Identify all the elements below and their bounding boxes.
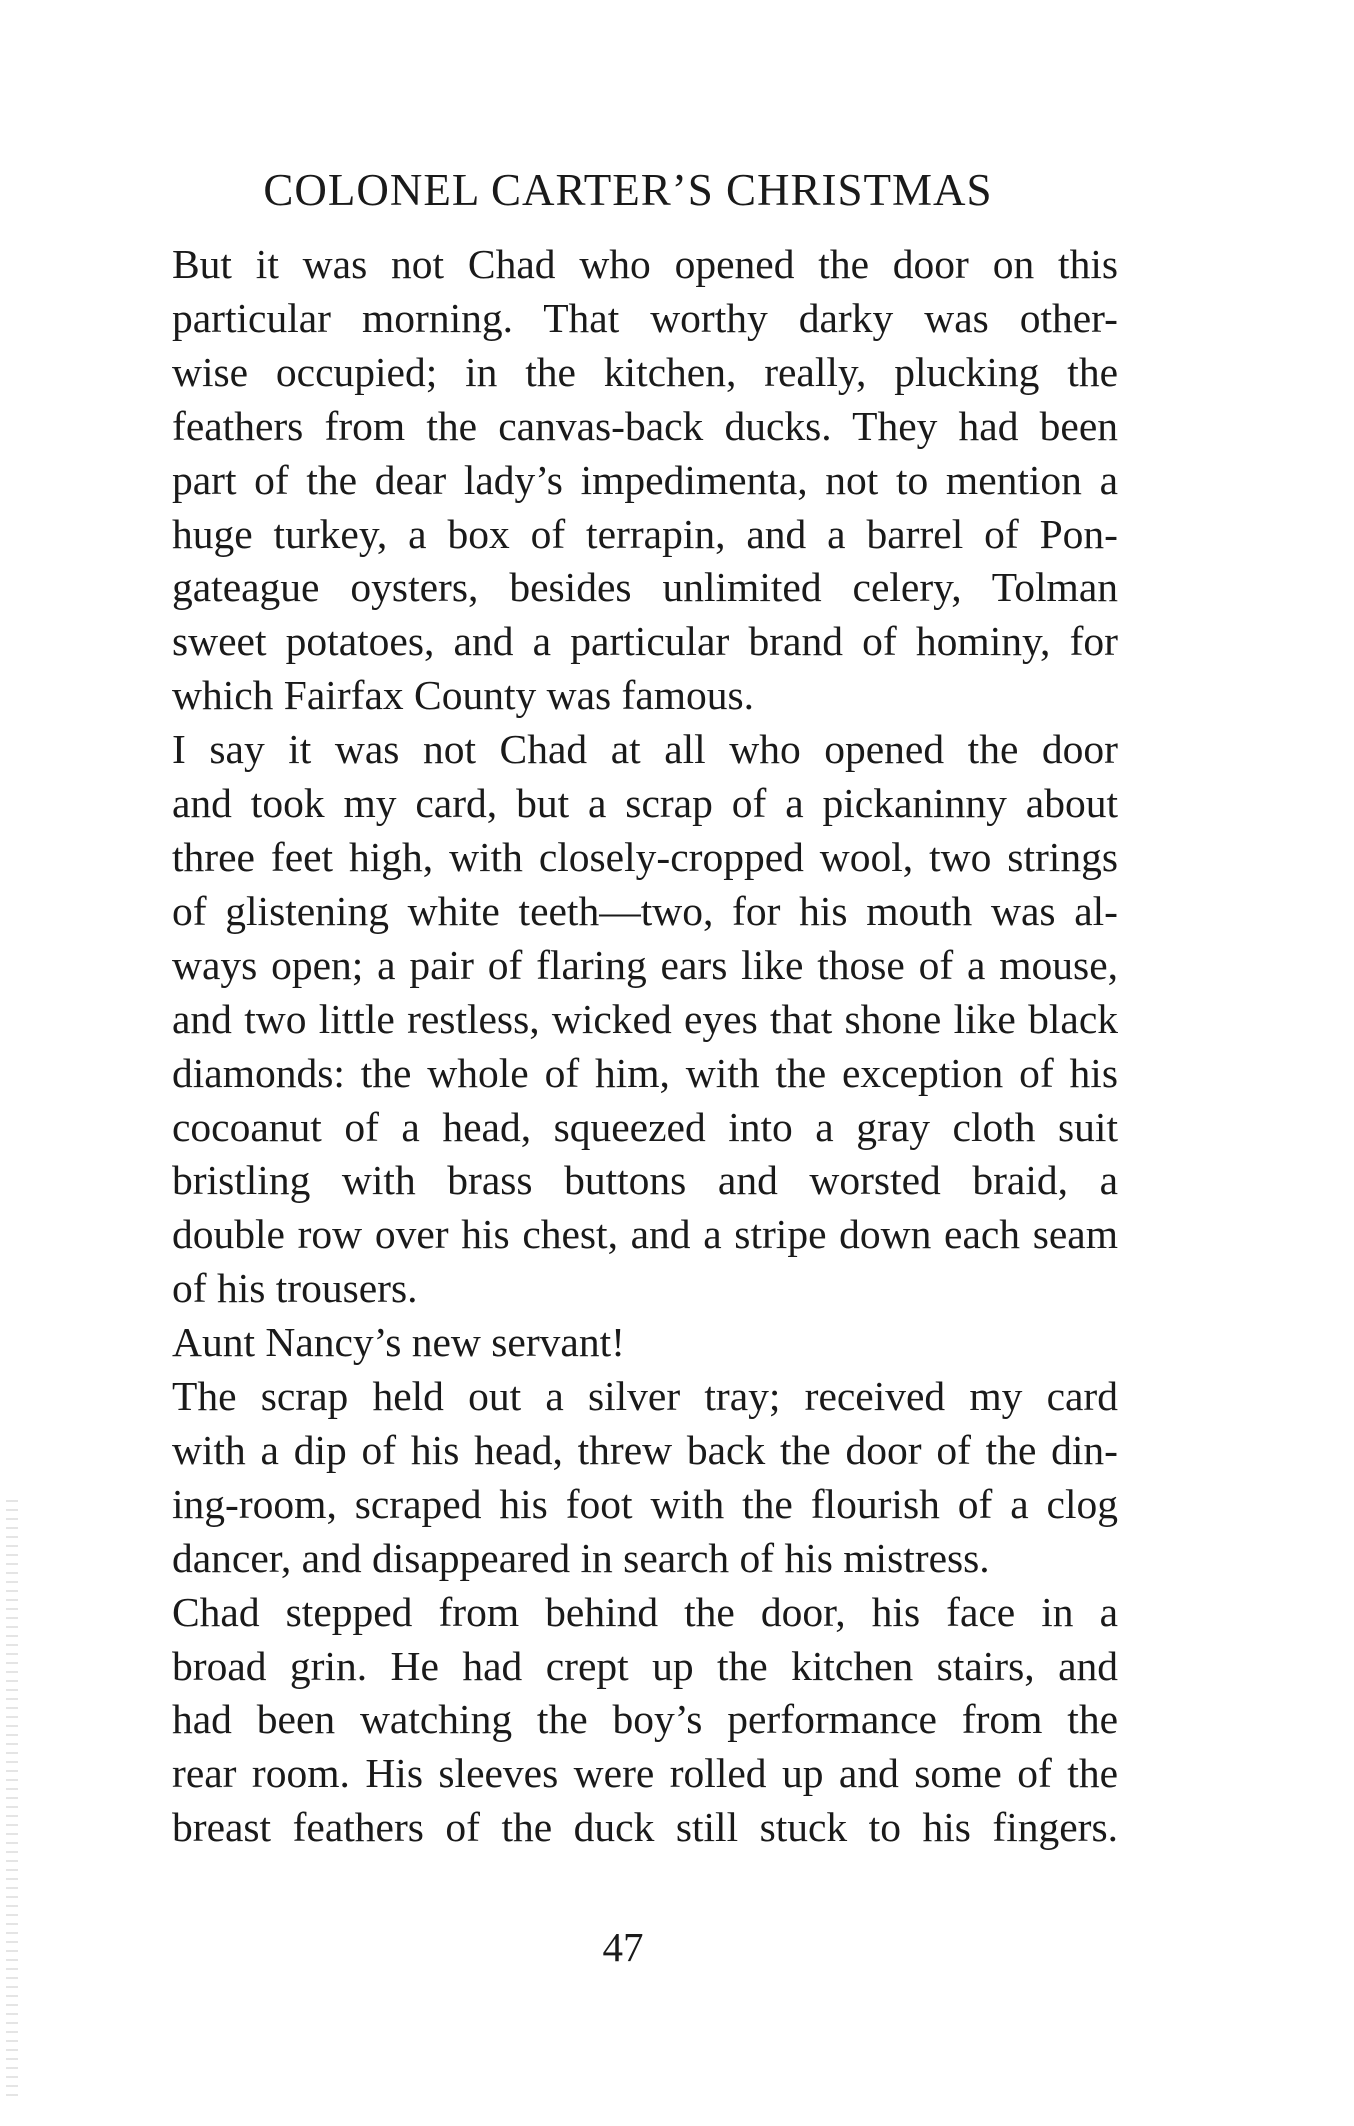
text-line: wise occupied; in the kitchen, really, plucking the — [172, 348, 1118, 395]
text-line: double row over his chest, and a stripe down each seam — [172, 1211, 1118, 1258]
text-line: gateague oysters, besides unlimited celery, Tolman — [172, 564, 1118, 611]
text-line: ing-room, scraped his foot with the flourish of a clog — [172, 1480, 1118, 1527]
text-line: ways open; a pair of flaring ears like those of a mouse, — [172, 941, 1118, 988]
text-line: with a dip of his head, threw back the door of the din- — [172, 1426, 1118, 1473]
scan-gutter-marks — [6, 1500, 18, 2100]
text-line: The scrap held out a silver tray; received my card — [172, 1373, 1118, 1420]
text-line: broad grin. He had crept up the kitchen stairs, and — [172, 1642, 1118, 1689]
text-line: diamonds: the whole of him, with the exception of his — [172, 1049, 1118, 1096]
text-line: and took my card, but a scrap of a pickaninny about — [172, 780, 1118, 827]
paragraph-1 — [128, 238, 1118, 723]
text-line: huge turkey, a box of terrapin, and a barrel of Pon- — [172, 510, 1118, 557]
text-line: bristling with brass buttons and worsted braid, a — [172, 1157, 1118, 1204]
text-line: particular morning. That worthy darky was other- — [172, 294, 1118, 341]
text-line: Chad stepped from behind the door, his face in a — [172, 1588, 1118, 1635]
text-line: Aunt Nancy’s new servant! — [172, 1319, 625, 1366]
text-line: cocoanut of a head, squeezed into a gray cloth suit — [172, 1103, 1118, 1150]
text-line: three feet high, with closely-cropped wool, two strings — [172, 833, 1118, 880]
text-line: and two little restless, wicked eyes that shone like black — [172, 995, 1118, 1042]
text-line: feathers from the canvas-back ducks. They had been — [172, 402, 1118, 449]
text-line: dancer, and disappeared in search of his mistress. — [172, 1534, 990, 1581]
paragraph-4 — [128, 1370, 1118, 1586]
running-head: COLONEL CARTER’S CHRISTMAS — [263, 165, 993, 215]
text-line: of his trousers. — [172, 1265, 418, 1312]
text-line: which Fairfax County was famous. — [172, 672, 755, 719]
text-line: I say it was not Chad at all who opened the door — [172, 726, 1118, 773]
text-line: rear room. His sleeves were rolled up and some of the — [172, 1750, 1118, 1797]
paragraph-2 — [128, 723, 1118, 1316]
text-line: part of the dear lady’s impedimenta, not to mention a — [172, 456, 1118, 503]
page-number: 47 — [602, 1924, 644, 1970]
text-line: But it was not Chad who opened the door on this — [172, 241, 1118, 287]
text-line: breast feathers of the duck still stuck to his fingers. — [172, 1804, 1118, 1851]
text-line: of glistening white teeth—two, for his mouth was al- — [172, 887, 1118, 934]
paragraph-5 — [128, 1586, 1118, 1856]
paragraph-3 — [128, 1316, 1118, 1370]
body-text — [128, 238, 1118, 1855]
text-line: had been watching the boy’s performance from the — [172, 1696, 1118, 1743]
text-line: sweet potatoes, and a particular brand of hominy, for — [172, 618, 1118, 665]
